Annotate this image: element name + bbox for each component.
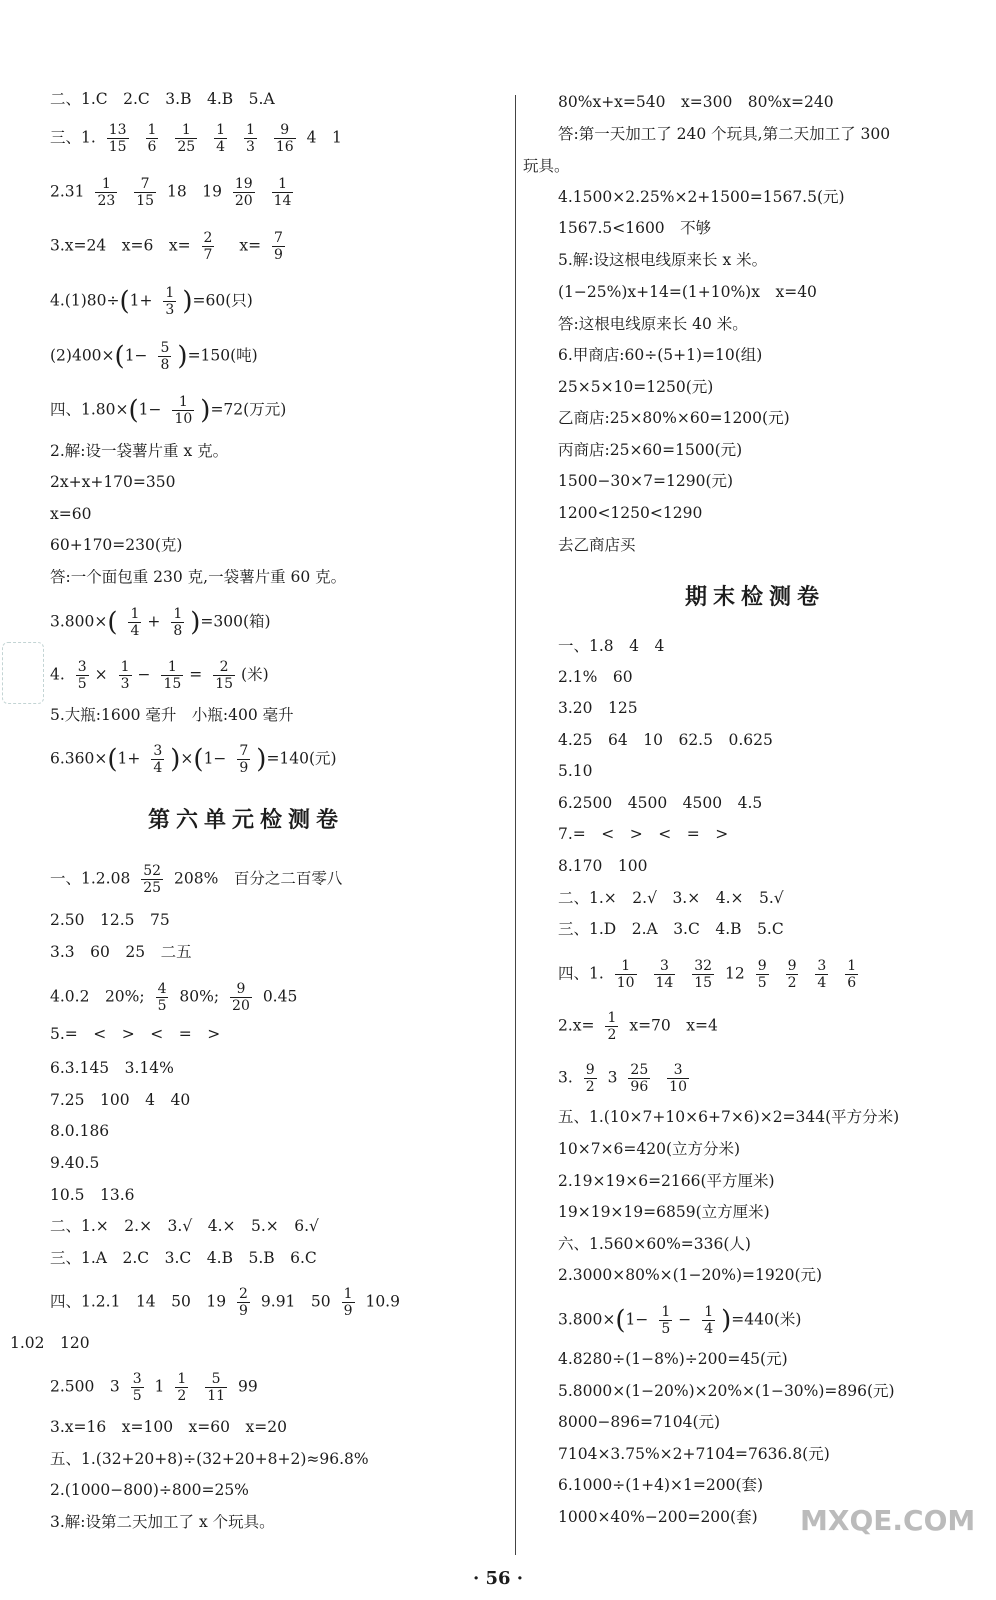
answer-line: 1500−30×7=1290(元)	[558, 472, 734, 490]
answer-line: 二、1.× 2.√ 3.× 4.× 5.√	[558, 889, 784, 907]
answer-line: 5.= < > < = >	[50, 1025, 221, 1043]
answer-line: 1567.5<1600 不够	[558, 219, 712, 237]
answer-line: 答:一个面包重 230 克,一袋薯片重 60 克。	[50, 568, 347, 586]
fraction: $\frac{19}{20}$	[234, 176, 253, 209]
answer-line: 7.25 100 4 40	[50, 1091, 191, 1109]
answer-line: 10×7×6=420(立方分米)	[558, 1140, 741, 1158]
answer-line: 25×5×10=1250(元)	[558, 378, 714, 396]
fraction: $\frac{3}{5}$	[77, 659, 87, 692]
answer-line: 8.170 100	[558, 857, 648, 875]
fraction: $\frac{1}{2}$	[607, 1010, 617, 1043]
left-column	[0, 0, 508, 1560]
fraction: $\frac{1}{4}$	[704, 1304, 714, 1337]
answer-line: 7.= < > < = >	[558, 825, 729, 843]
fraction: $\frac{1}{3}$	[165, 285, 175, 318]
answer-line: 6.2500 4500 4500 4.5	[558, 794, 763, 812]
answer-line: (1−25%)x+14=(1+10%)x x=40	[558, 283, 817, 301]
answer-line: 2.解:设一袋薯片重 x 克。	[50, 442, 229, 460]
answer-line: 4.0.2 20%; $\frac{4}{5}$ 80%; $\frac{9}{20}$ 0.45	[50, 981, 298, 1014]
answer-line: 3.800×(1− $\frac{1}{5}$ − $\frac{1}{4}$ )=440(米)	[558, 1304, 802, 1337]
fraction: $\frac{9}{2}$	[585, 1062, 595, 1095]
fraction: $\frac{4}{5}$	[157, 981, 167, 1014]
answer-line: 1200<1250<1290	[558, 504, 703, 522]
answer-line: 19×19×19=6859(立方厘米)	[558, 1203, 770, 1221]
answer-line: 3. $\frac{9}{2}$ 3 $\frac{25}{96}$ $\frac{3}{10}$	[558, 1062, 687, 1095]
answer-line: 四、1.2.1 14 50 19 $\frac{2}{9}$ 9.91 50 $\frac{1}{9}$ 10.9	[50, 1286, 400, 1319]
fraction: $\frac{1}{15}$	[163, 659, 182, 692]
fraction: $\frac{5}{8}$	[160, 340, 170, 373]
fraction: $\frac{32}{15}$	[694, 958, 713, 991]
answer-line: 5.解:设这根电线原来长 x 米。	[558, 251, 768, 269]
fraction: $\frac{3}{10}$	[669, 1062, 687, 1095]
answer-line: 2.3000×80%×(1−20%)=1920(元)	[558, 1266, 823, 1284]
right-column	[518, 0, 996, 1560]
answer-line: 4.(1)80÷(1+ $\frac{1}{3}$ )=60(只)	[50, 285, 253, 318]
answer-line: 4.25 64 10 62.5 0.625	[558, 731, 773, 749]
answer-line: 2.1% 60	[558, 668, 633, 686]
answer-line: 8.0.186	[50, 1122, 110, 1140]
fraction: $\frac{1}{4}$	[130, 606, 140, 639]
fraction: $\frac{7}{9}$	[239, 743, 249, 776]
answer-line: 3.x=16 x=100 x=60 x=20	[50, 1418, 287, 1436]
answer-line: 2.31 $\frac{1}{23}$ $\frac{7}{15}$ 18 19 $\frac{19}{20}$ $\frac{1}{14}$	[50, 176, 292, 209]
fraction: $\frac{7}{15}$	[136, 176, 155, 209]
fraction: $\frac{3}{4}$	[153, 743, 163, 776]
answer-line: 4.8280÷(1−8%)÷200=45(元)	[558, 1350, 788, 1368]
fraction: $\frac{1}{3}$	[245, 122, 255, 155]
fraction: $\frac{1}{3}$	[120, 659, 130, 692]
fraction: $\frac{3}{14}$	[655, 958, 674, 991]
fraction: $\frac{7}{9}$	[274, 230, 283, 263]
answer-line: 8000−896=7104(元)	[558, 1413, 721, 1431]
fraction: $\frac{1}{10}$	[174, 394, 193, 427]
answer-line: 6.360×(1+ $\frac{3}{4}$ )×(1− $\frac{7}{9}$ )=140(元)	[50, 743, 337, 776]
answer-line: 一、1.2.08 $\frac{52}{25}$ 208% 百分之二百零八	[50, 863, 343, 896]
answer-line: 5.大瓶:1600 毫升 小瓶:400 毫升	[50, 706, 294, 724]
page-number: · 56 ·	[472, 1568, 524, 1589]
answer-line: 1.02 120	[10, 1334, 90, 1352]
answer-line: 三、1.D 2.A 3.C 4.B 5.C	[558, 920, 784, 938]
fraction: $\frac{1}{9}$	[343, 1286, 353, 1319]
fraction: $\frac{25}{96}$	[630, 1062, 649, 1095]
answer-line: 7104×3.75%×2+7104=7636.8(元)	[558, 1445, 830, 1463]
fraction: $\frac{13}{15}$	[108, 122, 127, 155]
fraction: $\frac{3}{5}$	[132, 1371, 142, 1404]
answer-line: 6.3.145 3.14%	[50, 1059, 174, 1077]
answer-line: 三、1.A 2.C 3.C 4.B 5.B 6.C	[50, 1249, 317, 1267]
answer-line: 5.8000×(1−20%)×20%×(1−30%)=896(元)	[558, 1382, 895, 1400]
fraction: $\frac{9}{16}$	[275, 122, 294, 155]
fraction: $\frac{1}{25}$	[177, 122, 196, 155]
fraction: $\frac{9}{5}$	[757, 958, 767, 991]
answer-line: 玩具。	[523, 157, 570, 175]
answer-line: 二、1.× 2.× 3.√ 4.× 5.× 6.√	[50, 1217, 319, 1235]
answer-line: 1000×40%−200=200(套)	[558, 1508, 758, 1526]
answer-line: 3.20 125	[558, 699, 638, 717]
fraction: $\frac{3}{4}$	[817, 958, 827, 991]
fraction: $\frac{1}{14}$	[273, 176, 292, 209]
answer-line: 六、1.560×60%=336(人)	[558, 1235, 751, 1253]
answer-line: 60+170=230(克)	[50, 536, 183, 554]
answer-line: x=60	[50, 505, 92, 523]
fraction: $\frac{1}{23}$	[97, 176, 116, 209]
answer-line: 4.1500×2.25%×2+1500=1567.5(元)	[558, 188, 845, 206]
fraction: $\frac{2}{7}$	[203, 230, 213, 263]
answer-line: 6.甲商店:60÷(5+1)=10(组)	[558, 346, 763, 364]
fraction: $\frac{1}{5}$	[661, 1304, 671, 1337]
stamp-mark	[2, 642, 44, 704]
fraction: $\frac{1}{6}$	[847, 958, 857, 991]
answer-line: 答:这根电线原来长 40 米。	[558, 315, 748, 333]
answer-line: 答:第一天加工了 240 个玩具,第二天加工了 300	[558, 125, 891, 143]
answer-line: 4. $\frac{3}{5}$ × $\frac{1}{3}$ − $\frac{1}{15}$ = $\frac{2}{15}$ (米)	[50, 659, 269, 692]
answer-line: 5.10	[558, 762, 593, 780]
fraction: $\frac{5}{11}$	[207, 1371, 226, 1404]
answer-line: 三、1. $\frac{13}{15}$ $\frac{1}{6}$ $\frac{1}{25}$ $\frac{1}{4}$ $\frac{1}{3}$ $\frac{9}{16}$ 4 1	[50, 122, 342, 155]
fraction: $\frac{1}{6}$	[147, 122, 157, 155]
answer-line: 3.x=24 x=6 x= $\frac{2}{7}$ x= $\frac{7}{9}$	[50, 230, 283, 263]
section-title: 第六单元检测卷	[148, 807, 345, 833]
answer-line: 五、1.(32+20+8)÷(32+20+8+2)≈96.8%	[50, 1450, 369, 1468]
fraction: $\frac{2}{15}$	[215, 659, 234, 692]
fraction: $\frac{9}{20}$	[232, 981, 250, 1014]
answer-line: 丙商店:25×60=1500(元)	[558, 441, 743, 459]
answer-line: 3.解:设第二天加工了 x 个玩具。	[50, 1513, 275, 1531]
answer-line: 2.500 3 $\frac{3}{5}$ 1 $\frac{1}{2}$ $\frac{5}{11}$ 99	[50, 1371, 258, 1404]
column-divider	[515, 95, 516, 1555]
answer-line: 乙商店:25×80%×60=1200(元)	[558, 409, 790, 427]
answer-line: 3.3 60 25 二五	[50, 943, 192, 961]
fraction: $\frac{2}{9}$	[239, 1286, 248, 1319]
answer-line: 二、1.C 2.C 3.B 4.B 5.A	[50, 90, 275, 108]
fraction: $\frac{1}{8}$	[173, 606, 183, 639]
section-title: 期末检测卷	[685, 584, 826, 610]
answer-line: 80%x+x=540 x=300 80%x=240	[558, 93, 834, 111]
fraction: $\frac{9}{2}$	[787, 958, 797, 991]
fraction: $\frac{1}{4}$	[216, 122, 226, 155]
answer-line: 四、1. $\frac{1}{10}$ $\frac{3}{14}$ $\frac{32}{15}$ 12 $\frac{9}{5}$ $\frac{9}{2}$ $\frac{3}{4}$ $\frac{1}{6}$	[558, 958, 857, 991]
fraction: $\frac{52}{25}$	[143, 863, 162, 896]
answer-line: 2x+x+170=350	[50, 473, 176, 491]
answer-line: 2.50 12.5 75	[50, 911, 170, 929]
watermark: MXQE.COM	[800, 1504, 976, 1537]
fraction: $\frac{1}{10}$	[616, 958, 635, 991]
answer-line: (2)400×(1− $\frac{5}{8}$ )=150(吨)	[50, 340, 258, 373]
answer-line: 2.x= $\frac{1}{2}$ x=70 x=4	[558, 1010, 718, 1043]
answer-line: 9.40.5	[50, 1154, 100, 1172]
fraction: $\frac{1}{2}$	[177, 1371, 187, 1404]
answer-line: 2.19×19×6=2166(平方厘米)	[558, 1172, 775, 1190]
answer-line: 10.5 13.6	[50, 1186, 135, 1204]
answer-line: 2.(1000−800)÷800=25%	[50, 1481, 249, 1499]
answer-line: 6.1000÷(1+4)×1=200(套)	[558, 1476, 764, 1494]
answer-line: 一、1.8 4 4	[558, 637, 665, 655]
answer-line: 四、1.80×(1− $\frac{1}{10}$ )=72(万元)	[50, 394, 287, 427]
answer-line: 去乙商店买	[558, 536, 636, 554]
answer-line: 3.800×( $\frac{1}{4}$ + $\frac{1}{8}$ )=300(箱)	[50, 606, 271, 639]
answer-line: 五、1.(10×7+10×6+7×6)×2=344(平方分米)	[558, 1108, 900, 1126]
